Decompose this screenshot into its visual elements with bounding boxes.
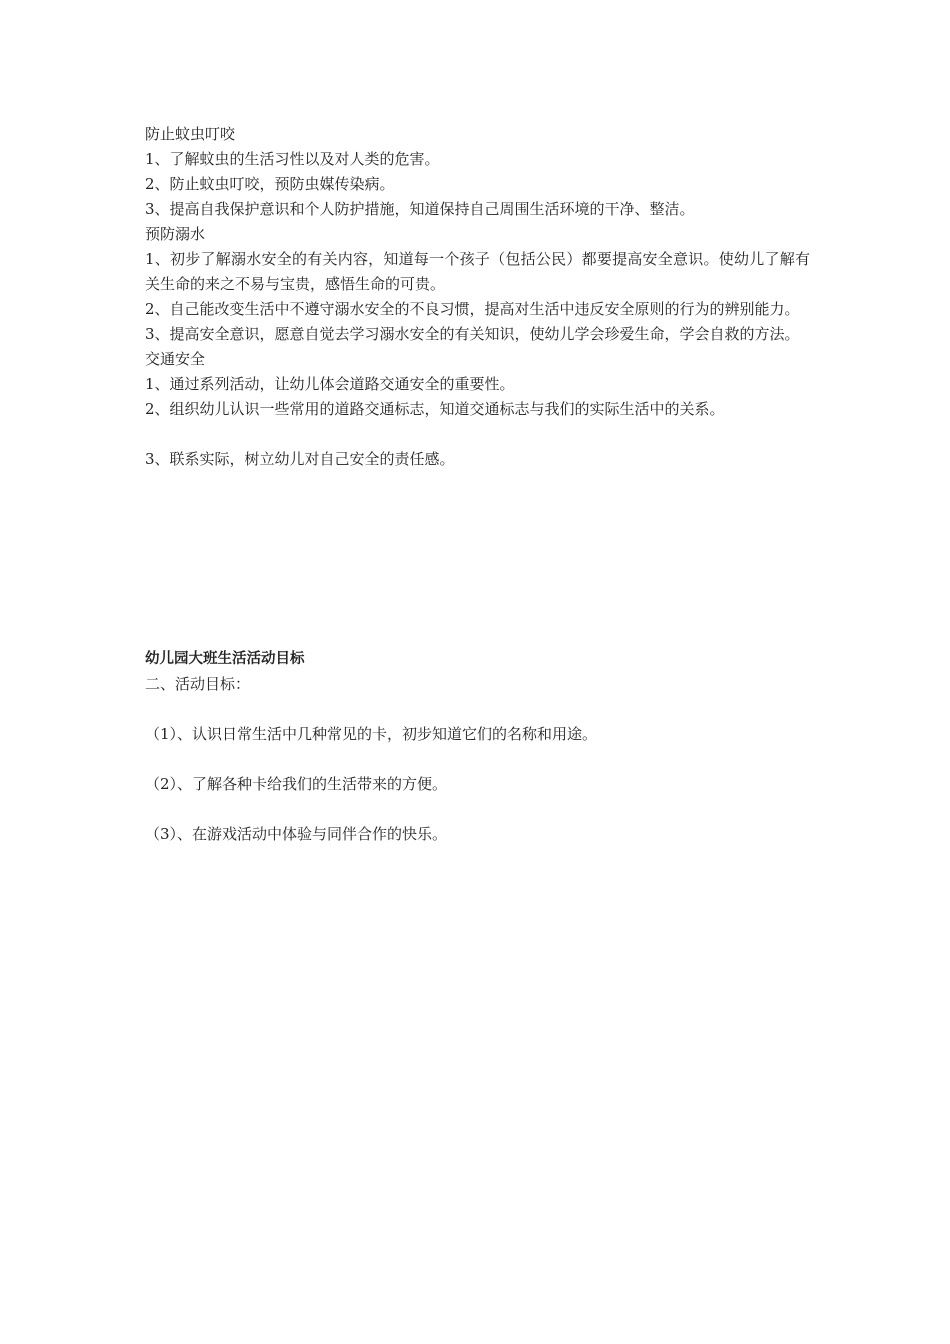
goal-item-1: （1）、认识日常生活中几种常见的卡，初步知道它们的名称和用途。 bbox=[145, 725, 598, 743]
heading-drowning: 预防溺水 bbox=[145, 225, 206, 243]
section-title: 幼儿园大班生活活动目标 bbox=[145, 651, 305, 667]
document-section-safety bbox=[145, 122, 810, 472]
document-section-activity-goals bbox=[145, 647, 810, 847]
traffic-item-2: 2、组织幼儿认识一些常用的道路交通标志，知道交通标志与我们的实际生活中的关系。 bbox=[145, 400, 725, 418]
spacer bbox=[145, 797, 810, 822]
drowning-item-1: 1、初步了解溺水安全的有关内容，知道每一个孩子（包括公民）都要提高安全意识。使幼儿了解有关生命的来之不易与宝贵，感悟生命的可贵。 bbox=[145, 250, 810, 293]
goal-item-3: （3）、在游戏活动中体验与同伴合作的快乐。 bbox=[145, 825, 448, 843]
traffic-item-1: 1、通过系列活动，让幼儿体会道路交通安全的重要性。 bbox=[145, 375, 515, 393]
spacer bbox=[145, 747, 810, 772]
section-subtitle: 二、活动目标： bbox=[145, 675, 251, 693]
drowning-item-3: 3、提高安全意识，愿意自觉去学习溺水安全的有关知识，使幼儿学会珍爱生命，学会自救的方法。 bbox=[145, 325, 800, 343]
spacer bbox=[145, 422, 810, 447]
heading-traffic: 交通安全 bbox=[145, 350, 206, 368]
spacer bbox=[145, 697, 810, 722]
drowning-item-2: 2、自己能改变生活中不遵守溺水安全的不良习惯，提高对生活中违反安全原则的行为的辨别能力。 bbox=[145, 300, 800, 318]
traffic-item-3: 3、联系实际，树立幼儿对自己安全的责任感。 bbox=[145, 450, 455, 468]
mosquito-item-3: 3、提高自我保护意识和个人防护措施，知道保持自己周围生活环境的干净、整洁。 bbox=[145, 200, 695, 218]
mosquito-item-2: 2、防止蚊虫叮咬，预防虫媒传染病。 bbox=[145, 175, 395, 193]
goal-item-2: （2）、了解各种卡给我们的生活带来的方便。 bbox=[145, 775, 448, 793]
heading-mosquito: 防止蚊虫叮咬 bbox=[145, 125, 236, 143]
mosquito-item-1: 1、了解蚊虫的生活习性以及对人类的危害。 bbox=[145, 150, 440, 168]
